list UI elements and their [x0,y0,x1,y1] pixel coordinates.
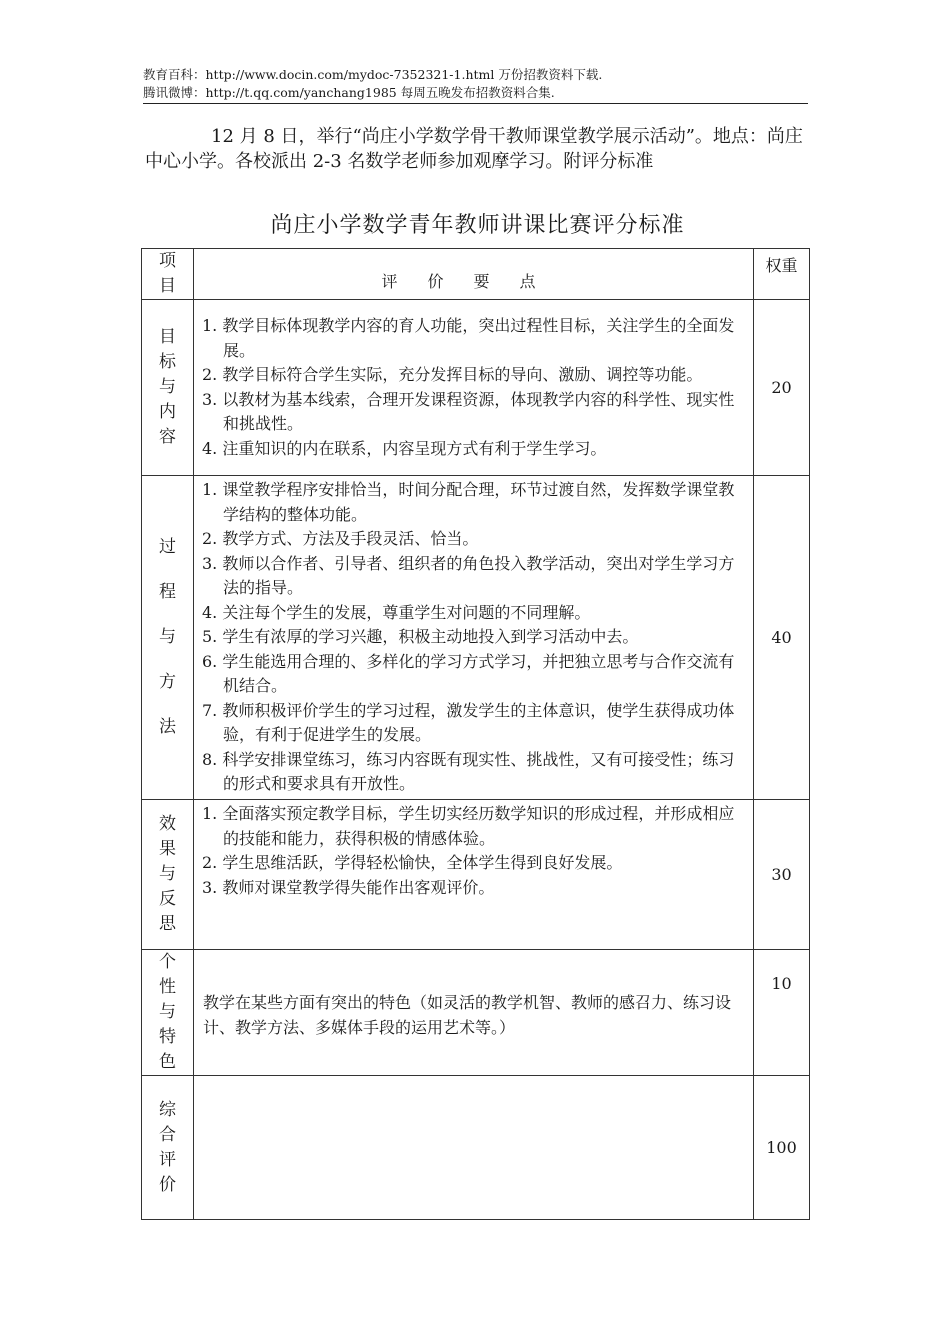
evaluation-point: 3. 教师对课堂教学得失能作出客观评价。 [202,877,495,897]
intro-paragraph [145,124,810,174]
evaluation-point: 1. 课堂教学程序安排恰当，时间分配合理，环节过渡自然，发挥数学课堂教学结构的整体功能。 [202,480,735,524]
row-item-char: 评 [159,1149,176,1170]
row-item-char: 目 [159,327,176,347]
row-points [194,1076,754,1220]
row-item-char: 程 [159,582,176,602]
evaluation-point: 1. 全面落实预定教学目标，学生切实经历数学知识的形成过程，并形成相应的技能和能力，获得积极的情感体验。 [202,804,735,848]
row-item [142,950,194,1076]
row-item [142,800,194,950]
header-points: 评价要点 [194,249,754,300]
intro-text: 12 月 8 日，举行“尚庄小学数学骨干教师课堂教学展示活动”。地点：尚庄中心小学。各校派出 2-3 名数学老师参加观摩学习。附评分标准 [145,126,803,172]
evaluation-point: 2. 教学目标符合学生实际，充分发挥目标的导向、激励、调控等功能。 [202,365,703,384]
table-row [142,300,810,476]
evaluation-point: 7. 教师积极评价学生的学习过程，激发学生的主体意识，使学生获得成功体验，有利于促进学生的发展。 [202,700,735,745]
evaluation-point: 3. 教师以合作者、引导者、组织者的角色投入教学活动，突出对学生学习方法的指导。 [202,553,735,598]
row-item-char: 特 [159,1027,176,1047]
document-title: 尚庄小学数学青年教师讲课比赛评分标准 [270,213,685,238]
row-item-char: 个 [159,952,176,972]
row-item-char: 思 [159,914,176,934]
row-weight: 10 [754,950,810,1076]
evaluation-point: 5. 学生有浓厚的学习兴趣，积极主动地投入到学习活动中去。 [202,627,639,647]
row-item [142,476,194,800]
row-item-char: 内 [159,402,176,422]
row-points [194,300,754,476]
row-points [194,800,754,950]
evaluation-point: 教学在某些方面有突出的特色（如灵活的教学机智、教师的感召力、练习设计、教学方法、多媒体手段的运用艺术等。） [203,993,732,1037]
row-item-char: 综 [159,1099,176,1120]
row-weight: 100 [754,1076,810,1220]
row-weight: 20 [754,300,810,476]
row-item-char: 合 [159,1124,176,1145]
evaluation-point: 1. 教学目标体现教学内容的育人功能，突出过程性目标，关注学生的全面发展。 [202,316,735,360]
row-item-char: 与 [159,377,176,397]
evaluation-point: 8. 科学安排课堂练习，练习内容既有现实性、挑战性，又有可接受性；练习的形式和要求具有开放性。 [202,749,735,794]
evaluation-point: 2. 学生思维活跃，学得轻松愉快，全体学生得到良好发展。 [202,853,623,872]
evaluation-point: 6. 学生能选用合理的、多样化的学习方式学习，并把独立思考与合作交流有机结合。 [202,651,735,696]
scoring-table [141,248,810,1220]
row-item-char: 与 [159,864,176,884]
row-item-char: 性 [159,977,176,997]
evaluation-point: 4. 注重知识的内在联系，内容呈现方式有利于学生学习。 [202,438,607,458]
row-weight: 30 [754,800,810,950]
row-item-char: 容 [159,427,176,447]
row-item-char: 价 [159,1174,176,1195]
evaluation-point: 2. 教学方式、方法及手段灵活、恰当。 [202,529,479,549]
row-item-char: 方 [159,672,176,692]
row-item-char: 过 [159,537,176,557]
row-item-char: 与 [159,1002,176,1022]
row-item-char: 效 [159,814,176,834]
row-item-char: 与 [159,627,176,647]
evaluation-point: 3. 以教材为基本线索，合理开发课程资源，体现教学内容的科学性、现实性和挑战性。 [202,389,735,433]
page-header [143,66,808,104]
row-item-char: 法 [159,717,176,737]
row-item-char: 反 [159,889,176,909]
row-item-char: 标 [159,352,176,372]
header-item-char: 目 [159,276,176,296]
header-weight: 权重 [754,249,810,300]
row-points [194,950,754,1076]
row-weight: 40 [754,476,810,800]
header-line-2: 腾讯微博：http://t.qq.com/yanchang1985 每周五晚发布招教资料合集. [143,85,555,100]
header-item-char: 项 [159,251,176,271]
row-item [142,1076,194,1220]
table-row [142,1076,810,1220]
row-item-char: 色 [159,1052,176,1072]
row-item-char: 果 [159,839,176,859]
table-row [142,476,810,800]
evaluation-point: 4. 关注每个学生的发展，尊重学生对问题的不同理解。 [202,602,591,622]
row-points [194,476,754,800]
table-header-row [142,249,810,300]
row-item [142,300,194,476]
header-line-1: 教育百科：http://www.docin.com/mydoc-7352321-1.html 万份招教资料下载. [143,67,603,82]
table-row [142,950,810,1076]
header-item [142,249,194,300]
table-row [142,800,810,950]
